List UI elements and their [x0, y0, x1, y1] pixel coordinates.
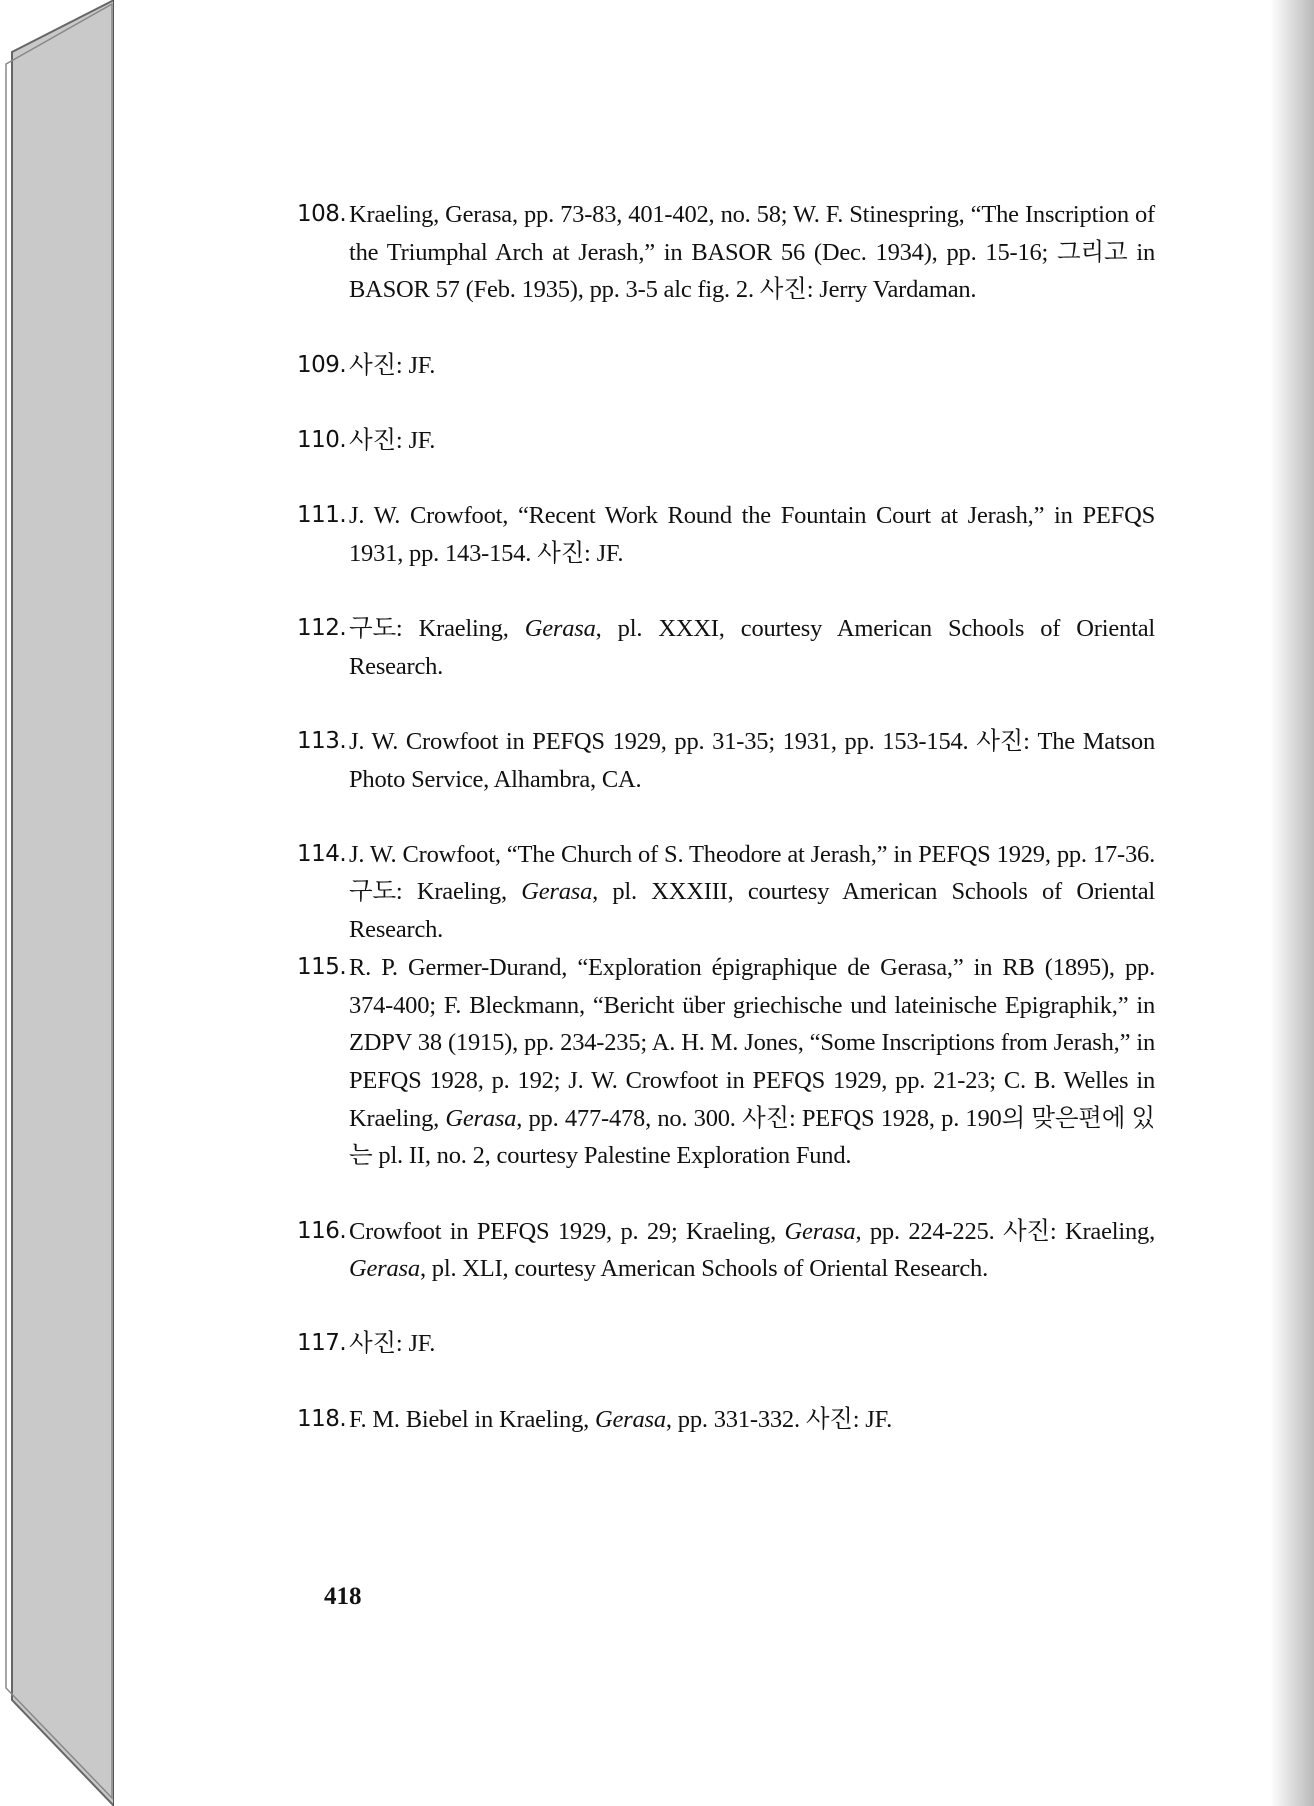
note-text: J. W. Crowfoot in PEFQS 1929, pp. 31-35; 1931, pp. 153-154. 사진: The Matson Photo Service, Alhambra, CA. — [349, 727, 1155, 793]
note-text: Crowfoot in PEFQS 1929, p. 29; Kraeling, Gerasa, pp. 224-225. 사진: Kraeling, Gerasa, pl. XLI, courtesy American Schools of Oriental Research. — [349, 1217, 1155, 1283]
note-112 — [297, 610, 1155, 685]
note-text: 사진: JF. — [349, 1330, 436, 1358]
book-edge-shape — [12, 0, 114, 1806]
note-115 — [297, 949, 1155, 1175]
note-110 — [297, 422, 1155, 460]
note-text: 사진: JF. — [349, 351, 436, 379]
page-right-shadow — [1270, 0, 1314, 1806]
note-number: 116. — [297, 1217, 347, 1244]
note-text: J. W. Crowfoot, “Recent Work Round the Fountain Court at Jerash,” in PEFQS 1931, pp. 143-154. 사진: JF. — [349, 502, 1155, 567]
note-number: 110. — [297, 426, 347, 453]
endnotes-list — [297, 196, 1155, 1438]
note-text: 사진: JF. — [349, 426, 436, 454]
note-number: 118. — [297, 1405, 347, 1432]
note-text: F. M. Biebel in Kraeling, Gerasa, pp. 331-332. 사진: JF. — [349, 1405, 893, 1433]
note-111 — [297, 497, 1155, 572]
page-number: 418 — [324, 1583, 362, 1610]
note-108 — [297, 196, 1155, 309]
note-114 — [297, 836, 1155, 949]
note-text: 구도: Kraeling, Gerasa, pl. XXXI, courtesy American Schools of Oriental Research. — [349, 614, 1155, 680]
note-109 — [297, 347, 1155, 385]
note-text: Kraeling, Gerasa, pp. 73-83, 401-402, no. 58; W. F. Stinespring, “The Inscription of the Triumphal Arch at Jerash,” in BASOR 56 (Dec. 1934), pp. 15-16; 그리고 in BASOR 57 (Feb. 1935), pp. 3-5 alc fig. 2. 사진: Jerry Vardaman. — [349, 201, 1155, 304]
note-116 — [297, 1213, 1155, 1288]
note-118 — [297, 1401, 1155, 1439]
note-number: 117. — [297, 1330, 347, 1357]
note-number: 114. — [297, 840, 347, 867]
note-text: J. W. Crowfoot, “The Church of S. Theodore at Jerash,” in PEFQS 1929, pp. 17-36. 구도: Kraeling, Gerasa, pl. XXXIII, courtesy American Schools of Oriental Research. — [349, 840, 1155, 944]
note-number: 113. — [297, 727, 347, 754]
note-number: 108. — [297, 201, 347, 227]
note-number: 112. — [297, 614, 347, 641]
note-number: 109. — [297, 351, 347, 378]
note-number: 115. — [297, 953, 347, 980]
note-117 — [297, 1325, 1155, 1363]
note-113 — [297, 723, 1155, 798]
note-number: 111. — [297, 502, 347, 529]
note-text: R. P. Germer-Durand, “Exploration épigraphique de Gerasa,” in RB (1895), pp. 374-400; F. Bleckmann, “Bericht über griechische und lateinische Epigraphik,” in ZDPV 38 (1915), pp. 234-235; A. H. M. Jones, “Some Inscriptions from Jerash,” in PEFQS 1928, p. 192; J. W. Crowfoot in PEFQS 1929, pp. 21-23; C. B. Welles in Kraeling, Gerasa, pp. 477-478, no. 300. 사진: PEFQS 1928, p. 190의 맞은편에 있는 pl. II, no. 2, courtesy Palestine Exploration Fund. — [349, 953, 1155, 1170]
